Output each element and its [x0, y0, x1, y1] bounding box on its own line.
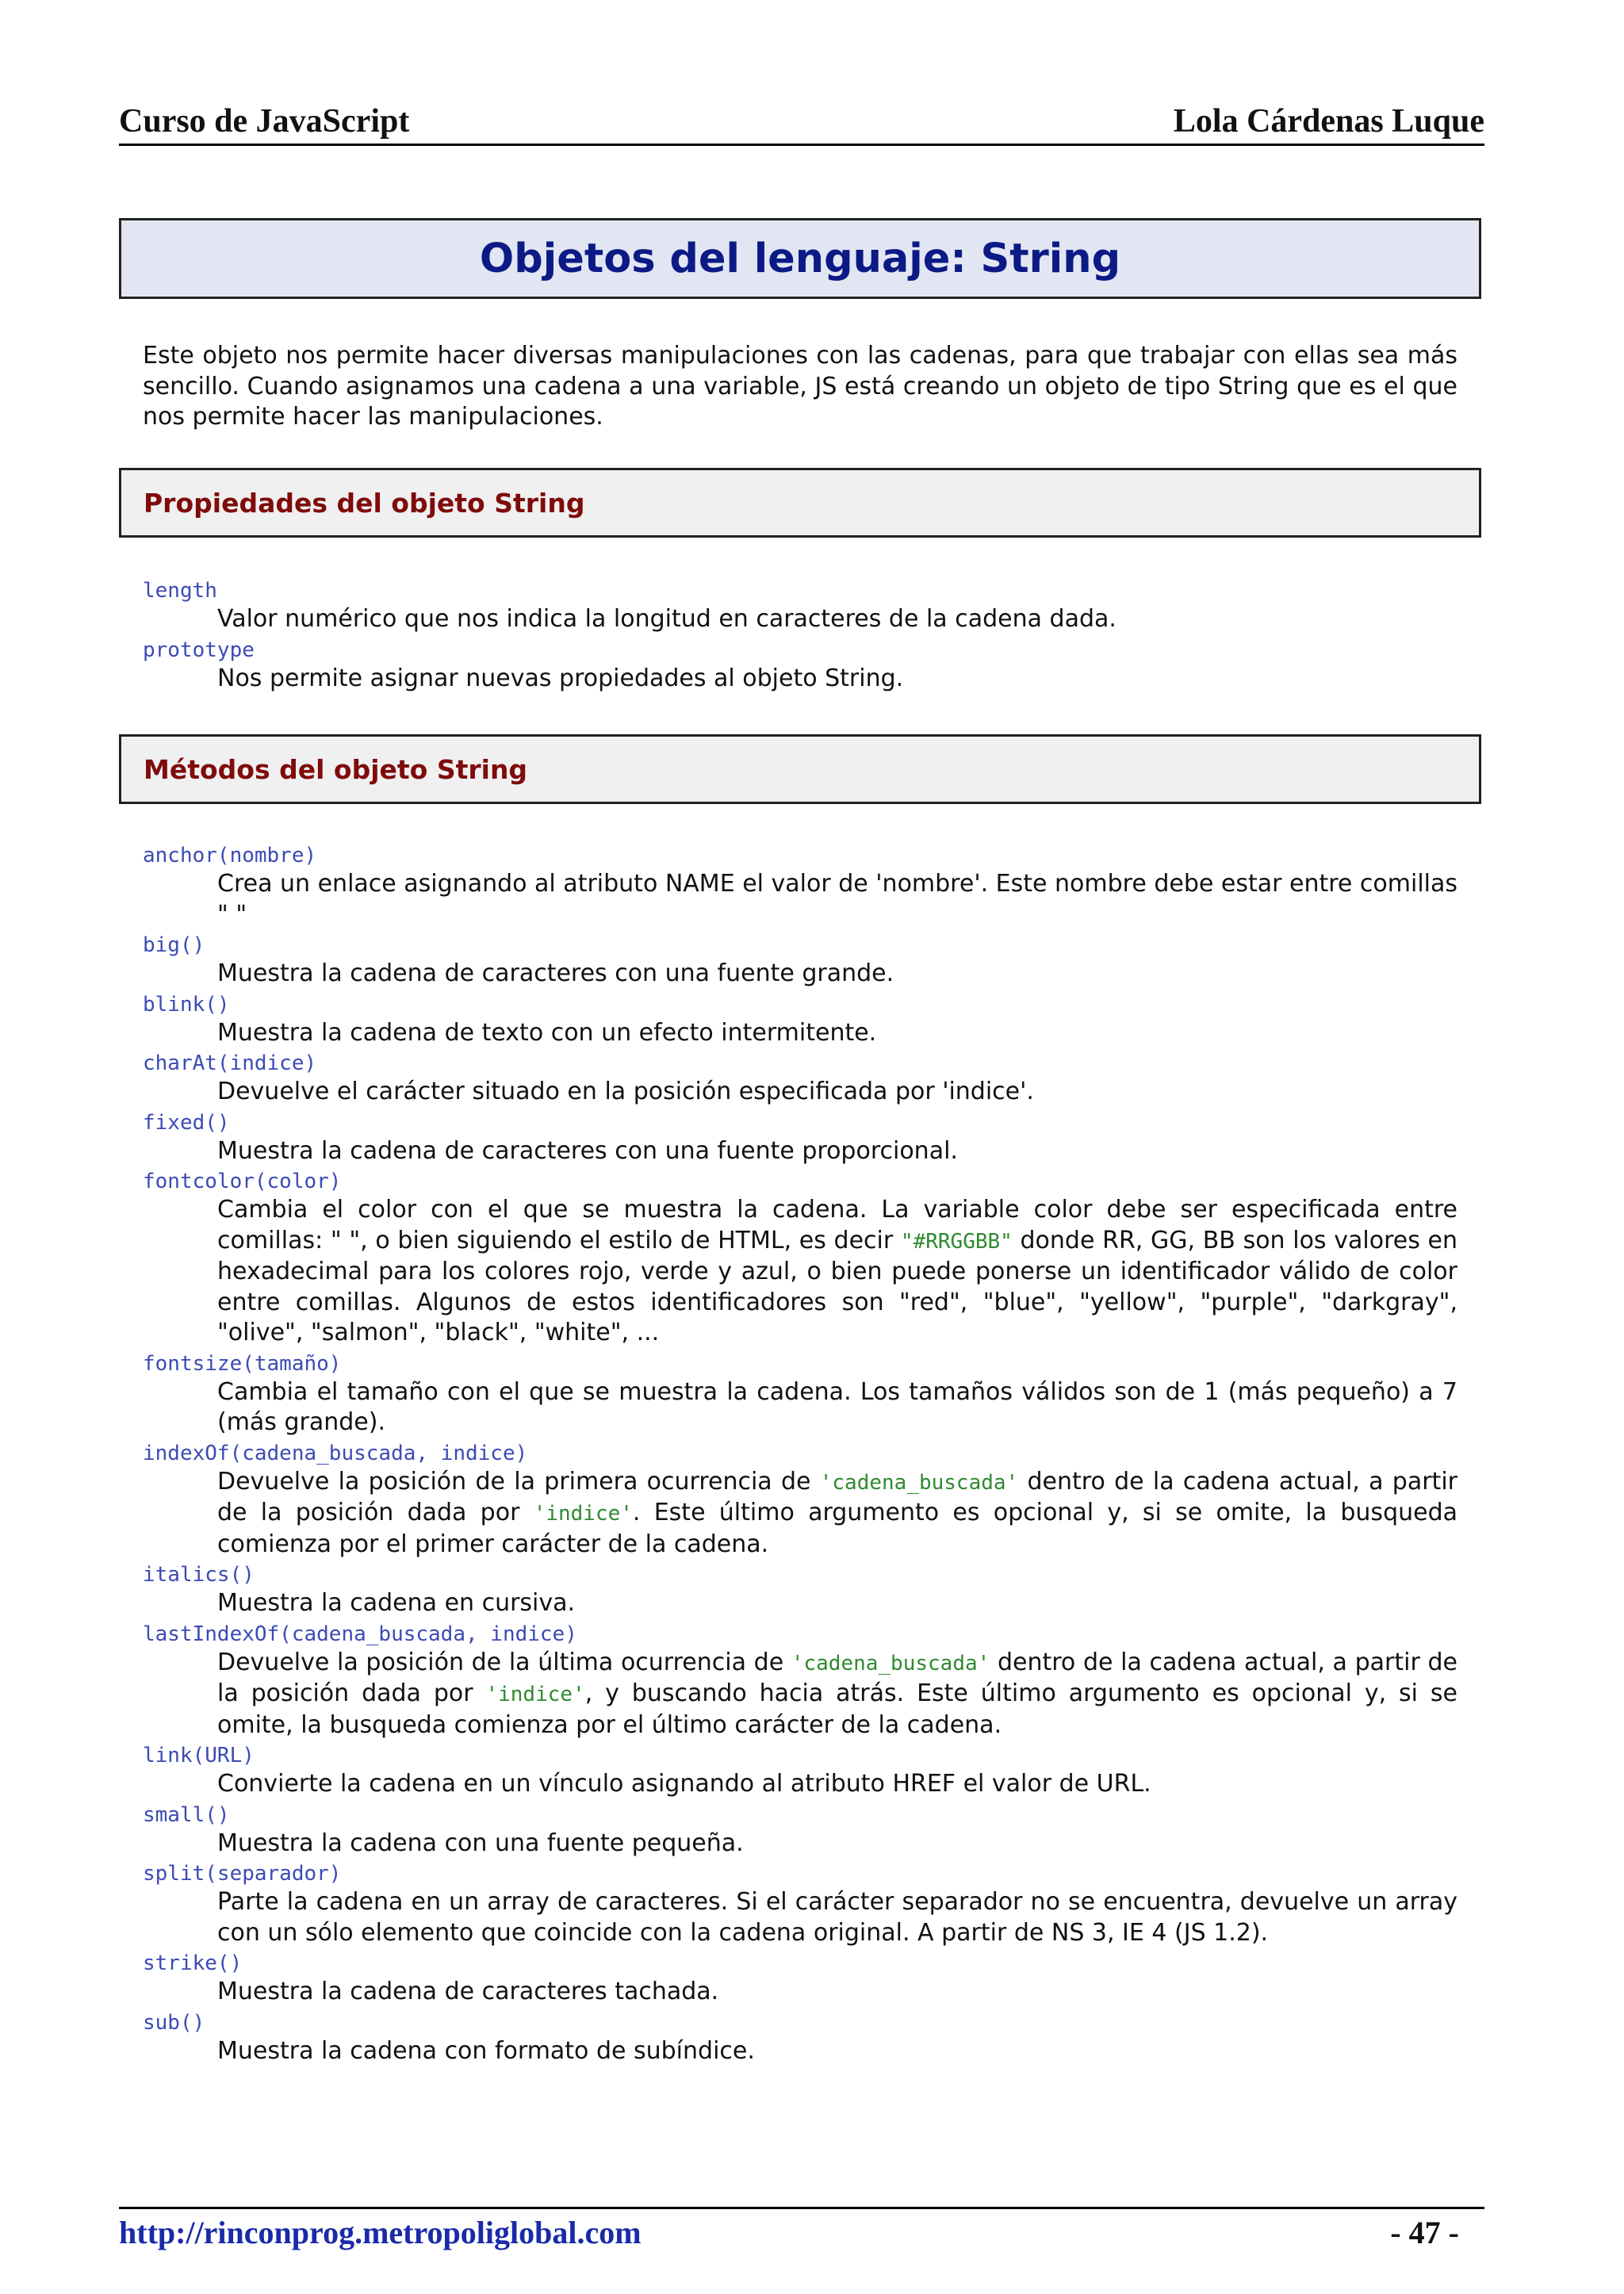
definition-description: Convierte la cadena en un vínculo asignando al atributo HREF el valor de URL.	[217, 1770, 1151, 1798]
description-text: . Este último argumento es opcional y, si se omite, la busqueda comienza por el primer carácter de la cadena.	[217, 1499, 1458, 1558]
description-text: donde RR, GG, BB son los valores en hexadecimal para los colores rojo, verde y azul, o bien puede ponerse un identificador válido de color entre comillas. Algunos de estos identificadores son "red", "blue", "yellow", "purple", "darkgray", "olive", "salmon", "black", "white", ...	[217, 1226, 1457, 1346]
inline-code: 'indice'	[485, 1683, 585, 1706]
methods-list	[143, 842, 1457, 2068]
page-number: - 47 -	[1390, 2215, 1459, 2250]
definition-term: sub()	[143, 2010, 205, 2035]
definition-term: link(URL)	[143, 1744, 255, 1767]
definition-term: prototype	[143, 638, 255, 662]
definition-description	[143, 1195, 1457, 1349]
definition-description: Devuelve el carácter situado en la posición especificada por 'indice'.	[217, 1078, 1034, 1105]
definition-term: fontsize(tamaño)	[143, 1351, 342, 1376]
inline-code: "#RRGGBB"	[900, 1229, 1013, 1254]
definition-description: Parte la cadena en un array de caracteres. Si el carácter separador no se encuentra, devuelve un array con un sólo elemento que coincide con la cadena original. A partir de NS 3, IE 4 (JS 1.2).	[217, 1888, 1457, 1947]
properties-heading	[119, 468, 1481, 538]
definition-term: italics()	[143, 1563, 255, 1587]
definition-term: anchor(nombre)	[143, 844, 317, 867]
methods-heading-text: Métodos del objeto String	[144, 753, 528, 785]
definition-term: fontcolor(color)	[143, 1170, 342, 1193]
properties-heading-text: Propiedades del objeto String	[144, 487, 585, 519]
definition-description: Muestra la cadena en cursiva.	[217, 1589, 576, 1617]
header-author: Lola Cárdenas Luque	[1173, 103, 1484, 140]
definition-term: split(separador)	[143, 1862, 342, 1886]
definition-term: strike()	[143, 1951, 243, 1975]
definition-description	[143, 1467, 1457, 1561]
definition-term: blink()	[143, 992, 230, 1017]
inline-code: 'cadena_buscada'	[819, 1470, 1019, 1495]
definition-description: Muestra la cadena con formato de subíndice.	[217, 2036, 755, 2065]
definition-term: small()	[143, 1802, 230, 1827]
definition-description: Muestra la cadena de texto con un efecto intermitente.	[217, 1018, 877, 1047]
inline-code: 'cadena_buscada'	[791, 1651, 990, 1676]
definition-description: Muestra la cadena de caracteres tachada.	[217, 1978, 719, 2005]
definition-term: fixed()	[143, 1110, 230, 1135]
description-text: , y buscando hacia atrás. Este último argumento es opcional y, si se omite, la busqueda comienza por el último carácter de la cadena.	[217, 1679, 1457, 1739]
description-text: Devuelve la posición de la última ocurrencia de	[217, 1648, 791, 1676]
description-text: dentro de la cadena actual, a partir de la posición dada por	[217, 1648, 1457, 1707]
definition-term: lastIndexOf(cadena_buscada, indice)	[143, 1622, 577, 1646]
inline-code: 'indice'	[533, 1502, 633, 1526]
page-title-text: Objetos del lenguaje: String	[479, 235, 1121, 282]
page-title	[119, 218, 1481, 299]
description-text: Devuelve la posición de la primera ocurrencia de	[217, 1467, 820, 1496]
definition-description: Muestra la cadena con una fuente pequeña.	[217, 1829, 744, 1857]
definition-term: big()	[143, 933, 205, 957]
methods-heading	[119, 734, 1481, 804]
page-footer	[119, 2207, 1484, 2251]
footer-url-link[interactable]: http://rinconprog.metropoliglobal.com	[119, 2215, 642, 2250]
definition-description: Valor numérico que nos indica la longitud en caracteres de la cadena dada.	[217, 605, 1116, 633]
definition-description: Crea un enlace asignando al atributo NAME el valor de 'nombre'. Este nombre debe estar entre comillas " "	[217, 870, 1457, 929]
description-text: dentro de la cadena actual, a partir de la posición dada por	[217, 1467, 1457, 1526]
properties-list	[143, 577, 1457, 695]
header-course-title: Curso de JavaScript	[119, 103, 410, 140]
definition-description: Nos permite asignar nuevas propiedades al objeto String.	[217, 664, 904, 692]
definition-description: Cambia el tamaño con el que se muestra la cadena. Los tamaños válidos son de 1 (más pequeño) a 7 (más grande).	[217, 1377, 1457, 1436]
definition-term: length	[143, 579, 217, 603]
intro-paragraph: Este objeto nos permite hacer diversas manipulaciones con las cadenas, para que trabajar con ellas sea más sencillo. Cuando asignamos una cadena a una variable, JS está creando un objeto de tipo String que es el que nos permite hacer las manipulaciones.	[143, 342, 1457, 431]
definition-term: indexOf(cadena_buscada, indice)	[143, 1441, 528, 1465]
definition-description	[143, 1648, 1457, 1741]
definition-description: Muestra la cadena de caracteres con una fuente proporcional.	[217, 1136, 958, 1165]
description-text: Cambia el color con el que se muestra la cadena. La variable color debe ser especificada entre comillas: " ", o bien siguiendo el estilo de HTML, es decir	[217, 1196, 1457, 1254]
page-header	[119, 98, 1484, 146]
definition-description: Muestra la cadena de caracteres con una fuente grande.	[217, 959, 894, 987]
definition-term: charAt(indice)	[143, 1051, 317, 1075]
